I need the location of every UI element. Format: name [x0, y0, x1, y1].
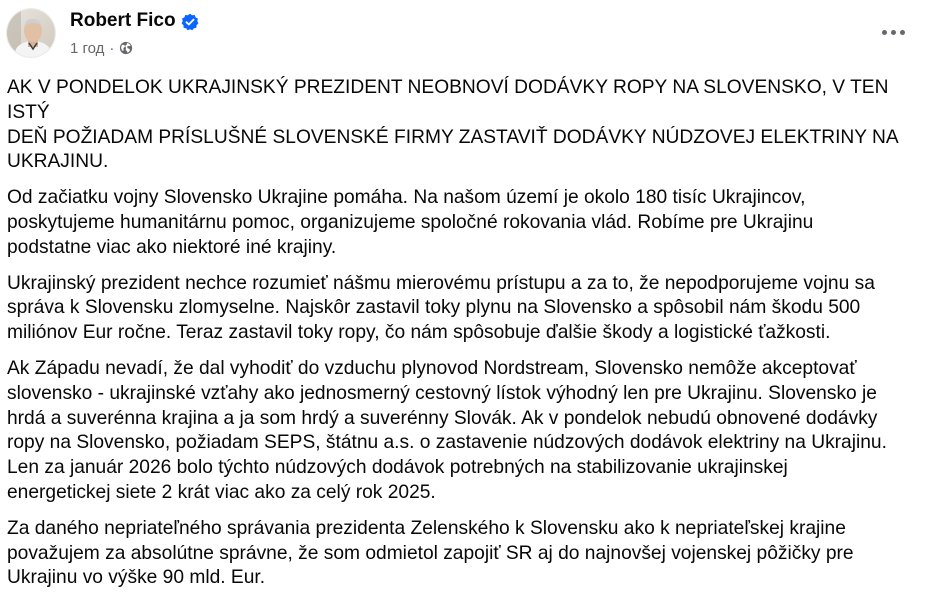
post-paragraph-3: Ukrajinský prezident nechce rozumieť nášmu mierovému prístupu a za to, že nepodporujeme vojnu sa správa k Slovensku zlomyselne. Najskôr zastavil toky plynu na Slovensko a spôsobil nám škodu 500 miliónov Eur ročne. Teraz zastavil toky ropy, čo nám spôsobuje ďalšie škody a logistické ťažkosti. — [7, 272, 875, 344]
meta-separator: · — [109, 39, 115, 57]
post-paragraph-4: Ak Západu nevadí, že dal vyhodiť do vzduchu plynovod Nordstream, Slovensko nemôže akceptovať slovensko - ukrajinské vzťahy ako jednosmerný cestovný lístok výhodný len pre Ukrajinu. Slovensko je hrdá a suverénna krajina a ja som hrdý a suverénny Slovák. Ak v pondelok nebudú obnovené dodávky ropy na Slovensko, požiadam SEPS, štátnu a.s. o zastavenie núdzových dodávok elektriny na Ukrajinu. Len za január 2026 bolo týchto núdzových dodávok potrebných na stabilizovanie ukrajinskej energetickej siete 2 krát viac ako za celý rok 2025. — [7, 357, 887, 503]
more-horizontal-icon — [882, 30, 905, 35]
author-name[interactable]: Robert Fico — [70, 10, 176, 31]
post-paragraph-5: Za daného nepriateľného správania prezidenta Zelenského k Slovensku ako k nepriateľskej krajine považujem za absolútne správne, že som odmietol zapojiť SR aj do najnovšej vojenskej pôžičky pre Ukrajinu vo výške 90 mld. Eur. — [7, 517, 854, 589]
post-body — [7, 76, 919, 602]
post-paragraph-1: AK V PONDELOK UKRAJINSKÝ PREZIDENT NEOBNOVÍ DODÁVKY ROPY NA SLOVENSKO, V TEN ISTÝ DEŇ POŽIADAM PRÍSLUŠNÉ SLOVENSKÉ FIRMY ZASTAVIŤ DODÁVKY NÚDZOVEJ ELEKTRINY NA UKRAJINU. — [7, 77, 899, 173]
post-meta — [70, 38, 133, 58]
post-header — [0, 0, 930, 70]
author-row — [70, 9, 199, 33]
author-avatar[interactable] — [7, 9, 55, 57]
post-paragraph-2: Od začiatku vojny Slovensko Ukrajine pomáha. Na našom území je okolo 180 tisíc Ukrajincov, poskytujeme humanitárnu pomoc, organizujeme spoločné rokovania vlád. Robíme pre Ukrajinu podstatne viac ako niektoré iné krajiny. — [7, 187, 814, 258]
verified-badge-icon — [181, 13, 199, 31]
post-more-button[interactable] — [873, 14, 913, 50]
post-timestamp[interactable]: 1 год — [70, 39, 105, 57]
globe-icon[interactable] — [119, 41, 133, 55]
avatar-photo-icon — [7, 9, 55, 57]
